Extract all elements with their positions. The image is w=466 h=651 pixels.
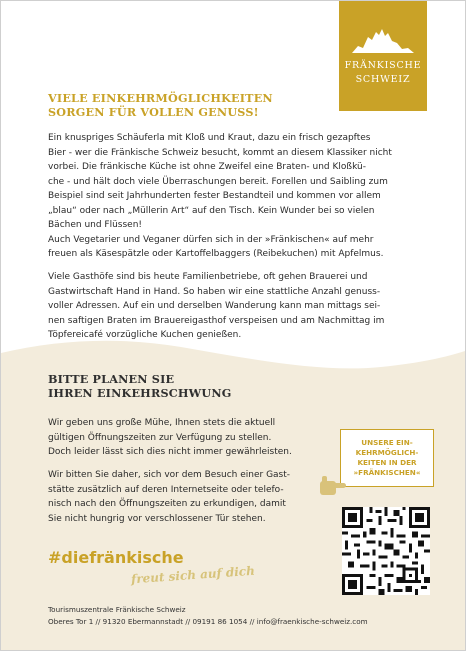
check-website-paragraph: Wir bitten Sie daher, sich vor dem Besuch einer Gast- stätte zusätzlich auf deren Internetseite oder telefo- nisch nach den Öffnungszeiten zu erkundigen, damit Sie nicht hungrig vor verschlossener Tür stehen. xyxy=(48,470,291,524)
opening-hours-paragraph: Wir geben uns große Mühe, Ihnen stets die aktuell gültigen Öffnungszeiten zur Verfügung zu stellen. Doch leider lässt sich dies nicht immer gewährleisten. xyxy=(48,418,292,457)
qr-callout-box: UNSERE EIN- KEHRMÖGLICH- KEITEN IN DER »FRÄNKISCHEN« xyxy=(340,429,434,487)
section-heading-planen: BITTE PLANEN SIE IHREN EINKEHRSCHWUNG xyxy=(48,372,232,400)
rock-formation-icon xyxy=(352,27,414,53)
logo-wordmark: FRÄNKISCHE SCHWEIZ xyxy=(344,60,422,85)
pointing-hand-icon xyxy=(318,473,348,499)
hashtag-brand: #diefränkische xyxy=(48,548,184,567)
fraenkische-schweiz-logo[interactable] xyxy=(339,1,427,111)
footer-address-line[interactable]: Oberes Tor 1 // 91320 Ebermannstadt // 09191 86 1054 // info@fraenkische-schweiz.com xyxy=(48,617,368,626)
qr-code[interactable] xyxy=(342,507,430,595)
brand-tagline: freut sich auf dich xyxy=(130,563,256,587)
footer-contact xyxy=(48,604,368,628)
intro-paragraph: Ein knuspriges Schäuferla mit Kloß und Kraut, dazu ein frisch gezapftes Bier - wer die Fränkische Schweiz besucht, kommt an diesem Klassiker nicht vorbei. Die fränkische Küche ist ohne Zweifel eine Braten- und Kloßkü- che - und hält doch viele Überraschungen bereit. Forellen und Saibling zum Beispiel sind seit Jahrhunderten fester Bestandteil und kommen vor allem „blau“ oder nach „Müllerin Art“ auf den Tisch. Kein Wunder bei so vielen Bächen und Flüssen! Auch Vegetarier und Veganer dürfen sich in der »Fränkischen« auf mehr freuen als Käsespätzle oder Kartoffelbaggers (Reibekuchen) mit Apfelmus. xyxy=(48,133,392,259)
section-heading-einkehr: VIELE EINKEHRMÖGLICHKEITEN SORGEN FÜR VOLLEN GENUSS! xyxy=(48,91,273,119)
gasthoefe-paragraph: Viele Gasthöfe sind bis heute Familienbetriebe, oft gehen Brauerei und Gastwirtschaft Hand in Hand. So haben wir eine stattliche Anzahl genuss- voller Adressen. Auf ein und derselben Wanderung kann man mittags sei- nen saftigen Braten im Brauereigasthof verspeisen und am Nachmittag im Töpfereicafé vorzügliche Kuchen genießen. xyxy=(48,272,385,340)
footer-organization: Tourismuszentrale Fränkische Schweiz xyxy=(48,605,186,614)
